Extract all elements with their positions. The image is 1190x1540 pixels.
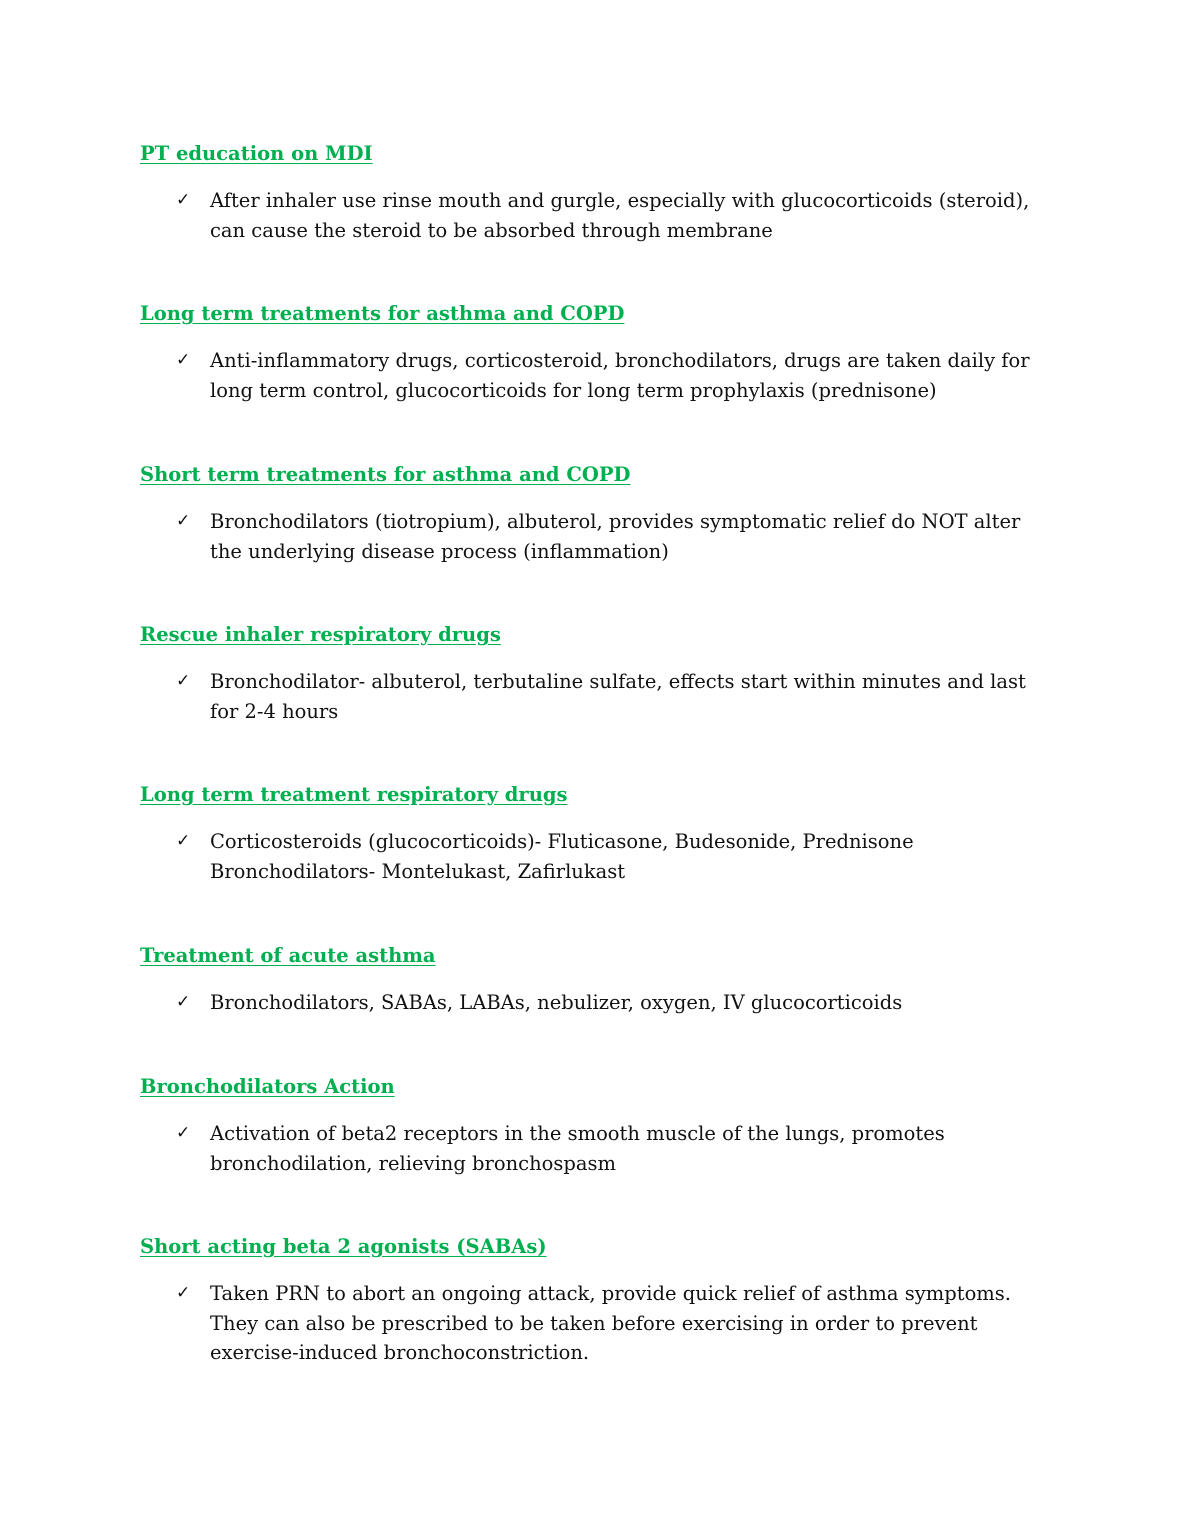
bullet-line: Taken PRN to abort an ongoing attack, provide quick relief of asthma symptoms. bbox=[210, 1282, 1012, 1305]
bullet-line: for 2-4 hours bbox=[210, 699, 339, 723]
section-heading: Short term treatments for asthma and COPD bbox=[140, 463, 631, 486]
bullet-line: After inhaler use rinse mouth and gurgle, especially with glucocorticoids (steroid), bbox=[210, 189, 1030, 212]
section-short-term-asthma-copd bbox=[140, 461, 1060, 566]
bullet-item bbox=[140, 1119, 1060, 1178]
section-heading: Rescue inhaler respiratory drugs bbox=[140, 623, 501, 646]
bullet-line: Bronchodilators, SABAs, LABAs, nebulizer, oxygen, IV glucocorticoids bbox=[210, 991, 903, 1014]
bullet-item bbox=[140, 1279, 1060, 1368]
section-bronchodilators-action bbox=[140, 1073, 1060, 1178]
bullet-line: Bronchodilator- albuterol, terbutaline sulfate, effects start within minutes and last bbox=[210, 670, 1026, 693]
section-acute-asthma bbox=[140, 942, 1060, 1018]
checkmark-icon: ✓ bbox=[176, 511, 191, 531]
section-heading: Long term treatment respiratory drugs bbox=[140, 783, 568, 806]
bullet-line: Anti-inflammatory drugs, corticosteroid, bronchodilators, drugs are taken daily for bbox=[210, 349, 1030, 372]
bullet-line: bronchodilation, relieving bronchospasm bbox=[210, 1151, 616, 1175]
bullet-item bbox=[140, 346, 1060, 405]
bullet-line: Activation of beta2 receptors in the smooth muscle of the lungs, promotes bbox=[210, 1122, 945, 1145]
section-rescue-inhaler bbox=[140, 621, 1060, 726]
bullet-text bbox=[210, 667, 1060, 726]
checkmark-icon: ✓ bbox=[176, 671, 191, 691]
bullet-text bbox=[210, 827, 1060, 886]
checkmark-icon: ✓ bbox=[176, 350, 191, 370]
bullet-line: the underlying disease process (inflammation) bbox=[210, 539, 669, 563]
bullet-item bbox=[140, 988, 1060, 1018]
bullet-line: Bronchodilators- Montelukast, Zafirlukast bbox=[210, 859, 626, 883]
section-heading: Short acting beta 2 agonists (SABAs) bbox=[140, 1235, 547, 1258]
bullet-item bbox=[140, 827, 1060, 886]
bullet-line: can cause the steroid to be absorbed through membrane bbox=[210, 218, 773, 242]
bullet-text bbox=[210, 346, 1060, 405]
checkmark-icon: ✓ bbox=[176, 190, 191, 210]
bullet-text bbox=[210, 507, 1060, 566]
bullet-line: Bronchodilators (tiotropium), albuterol, provides symptomatic relief do NOT alter bbox=[210, 510, 1021, 533]
section-long-term-asthma-copd bbox=[140, 300, 1060, 405]
checkmark-icon: ✓ bbox=[176, 992, 191, 1012]
checkmark-icon: ✓ bbox=[176, 1283, 191, 1303]
bullet-line: Corticosteroids (glucocorticoids)- Fluticasone, Budesonide, Prednisone bbox=[210, 830, 914, 853]
bullet-line: long term control, glucocorticoids for long term prophylaxis (prednisone) bbox=[210, 378, 937, 402]
bullet-text bbox=[210, 988, 1060, 1018]
section-heading: Treatment of acute asthma bbox=[140, 944, 436, 967]
section-pt-education-mdi bbox=[140, 140, 1060, 245]
bullet-item bbox=[140, 667, 1060, 726]
section-sabas bbox=[140, 1233, 1060, 1368]
bullet-line: They can also be prescribed to be taken before exercising in order to prevent bbox=[210, 1311, 978, 1335]
section-heading: Bronchodilators Action bbox=[140, 1075, 395, 1098]
section-long-term-respiratory-drugs bbox=[140, 781, 1060, 886]
section-heading: Long term treatments for asthma and COPD bbox=[140, 302, 625, 325]
bullet-line: exercise-induced bronchoconstriction. bbox=[210, 1341, 590, 1364]
bullet-item bbox=[140, 186, 1060, 245]
section-heading: PT education on MDI bbox=[140, 142, 373, 165]
checkmark-icon: ✓ bbox=[176, 831, 191, 851]
bullet-text bbox=[210, 1279, 1060, 1368]
bullet-text bbox=[210, 1119, 1060, 1178]
checkmark-icon: ✓ bbox=[176, 1123, 191, 1143]
bullet-text bbox=[210, 186, 1060, 245]
bullet-item bbox=[140, 507, 1060, 566]
